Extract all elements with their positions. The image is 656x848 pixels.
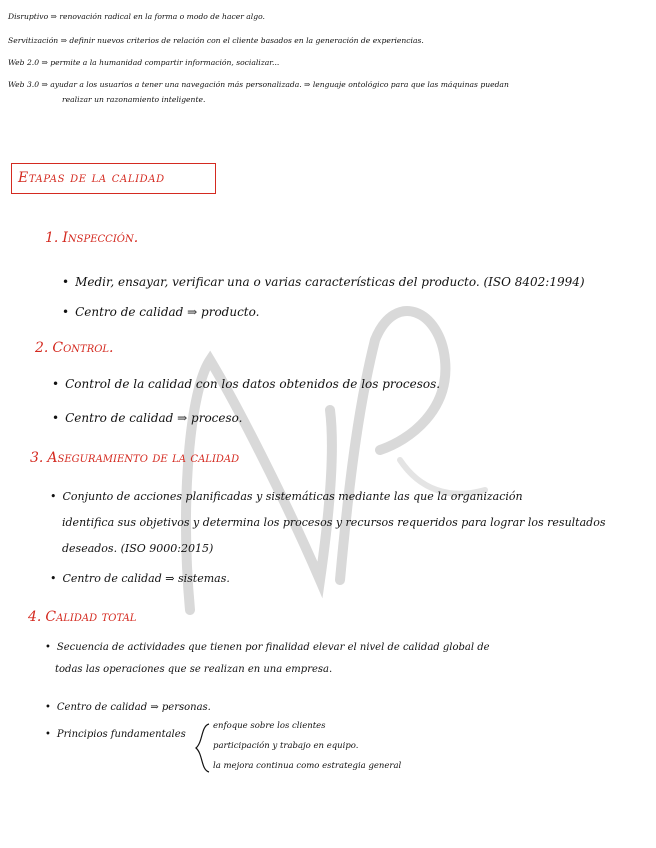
section-name: Aseguramiento de la calidad bbox=[47, 450, 240, 466]
section-heading-inspeccion bbox=[45, 230, 138, 246]
bullet-continuation: deseados. (ISO 9000:2015) bbox=[62, 542, 214, 555]
bullet-item: • Control de la calidad con los datos obtenidos de los procesos. bbox=[52, 377, 441, 391]
section-name: Inspección. bbox=[62, 230, 139, 246]
bullet-item: • Secuencia de actividades que tienen por finalidad elevar el nivel de calidad global de bbox=[45, 642, 490, 653]
intro-line-web2: Web 2.0 ⇒ permite a la humanidad compartir información, socializar... bbox=[8, 58, 280, 67]
principle-item: enfoque sobre los clientes bbox=[213, 721, 326, 731]
bullet-item: • Centro de calidad ⇒ proceso. bbox=[52, 411, 243, 425]
intro-line-web3: Web 3.0 ⇒ ayudar a los usuarios a tener una navegación más personalizada. ⇒ lenguaje ontológico para que las máquinas puedan bbox=[8, 80, 509, 89]
bullet-text: Centro de calidad ⇒ sistemas. bbox=[62, 572, 230, 585]
bullet-item: • Principios fundamentales bbox=[45, 729, 186, 740]
section-name: Control. bbox=[52, 340, 114, 356]
section-heading-control bbox=[35, 340, 114, 356]
principle-item: participación y trabajo en equipo. bbox=[213, 741, 359, 751]
principle-item: la mejora continua como estrategia general bbox=[213, 761, 402, 771]
bullet-item: • Centro de calidad ⇒ sistemas. bbox=[50, 572, 230, 585]
section-number: 1. bbox=[45, 230, 59, 246]
bullet-item: • Medir, ensayar, verificar una o varias características del producto. (ISO 8402:1994) bbox=[62, 275, 585, 289]
bullet-text: Conjunto de acciones planificadas y sistemáticas mediante las que la organización bbox=[62, 490, 523, 503]
bullet-text: Secuencia de actividades que tienen por finalidad elevar el nivel de calidad global de bbox=[56, 642, 490, 653]
bullet-text: Principios fundamentales bbox=[56, 729, 186, 740]
section-heading-calidad-total bbox=[28, 609, 136, 625]
bullet-text: Control de la calidad con los datos obtenidos de los procesos. bbox=[65, 377, 441, 391]
brace-icon bbox=[193, 722, 211, 774]
intro-line-disruptivo: Disruptivo ⇒ renovación radical en la forma o modo de hacer algo. bbox=[8, 12, 265, 21]
bullet-text: Medir, ensayar, verificar una o varias características del producto. (ISO 8402:1994) bbox=[75, 275, 585, 289]
bullet-text: Centro de calidad ⇒ proceso. bbox=[65, 411, 243, 425]
bullet-item: • Centro de calidad ⇒ producto. bbox=[62, 305, 260, 319]
bullet-item: • Centro de calidad ⇒ personas. bbox=[45, 702, 211, 713]
bullet-continuation: todas las operaciones que se realizan en una empresa. bbox=[55, 664, 333, 675]
intro-line-web3-cont: realizar un razonamiento inteligente. bbox=[62, 95, 206, 104]
section-heading-aseguramiento bbox=[30, 450, 239, 466]
section-number: 3. bbox=[30, 450, 44, 466]
page-title: Etapas de la calidad bbox=[18, 170, 165, 186]
section-number: 4. bbox=[28, 609, 42, 625]
bullet-text: Centro de calidad ⇒ producto. bbox=[75, 305, 260, 319]
intro-line-servitizacion: Servitización ⇒ definir nuevos criterios de relación con el cliente basados en la generación de experiencias. bbox=[8, 36, 424, 45]
bullet-item: • Conjunto de acciones planificadas y sistemáticas mediante las que la organización bbox=[50, 490, 523, 503]
bullet-continuation: identifica sus objetivos y determina los procesos y recursos requeridos para lograr los resultados bbox=[62, 516, 606, 529]
bullet-text: Centro de calidad ⇒ personas. bbox=[56, 702, 211, 713]
section-name: Calidad total bbox=[45, 609, 137, 625]
section-number: 2. bbox=[35, 340, 49, 356]
